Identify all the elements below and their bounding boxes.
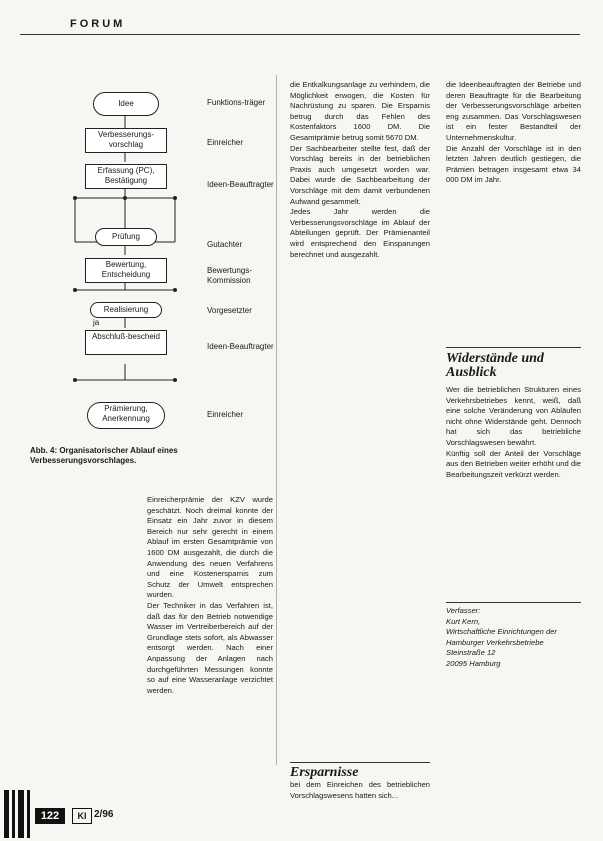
author-org: Wirtschaftliche Einrichtungen der Hamburger Verkehrsbetriebe	[446, 627, 557, 647]
role-ideenbeauftragter-2: Ideen-Beauftragter	[207, 342, 274, 351]
role-bewertungskommission: Bewertungs-Kommission	[207, 266, 252, 285]
figure-caption: Abb. 4: Organisatorischer Ablauf eines Verbesserungsvorschlages.	[30, 446, 178, 465]
text-column-right	[446, 80, 581, 186]
issue-number: 2/96	[94, 809, 114, 820]
subheading-ersparnisse: Ersparnisse	[290, 762, 430, 780]
edge-marks	[4, 790, 34, 838]
text-column-left	[147, 495, 273, 696]
node-abschlussbescheid: Abschluß-bescheid	[85, 330, 167, 355]
author-name: Kurt Kern,	[446, 616, 481, 626]
role-einreicher-2: Einreicher	[207, 410, 244, 419]
subheading-widerstaende: Widerstände und Ausblick	[446, 347, 581, 380]
node-pruefung: Prüfung	[95, 228, 157, 246]
text-column-middle-2: bei dem Einreichen des betrieblichen Vorschlagswesens hatten sich...	[290, 780, 430, 800]
author-city: 20095 Hamburg	[446, 658, 501, 668]
paragraph: Einreicherprämie der KZV wurde geschätzt. Noch dreimal konnte der Einsatz ein Jahr zuvor in diesem Bereich nur sehr gerecht in einem Ablauf im ersten Gesamtprämie von 1600 DM ausgezahlt, die durch die Anwendung des neuen Verfahrens und eine Kostenersparnis zum Schutz der Umwelt entsprechen wurden.	[147, 495, 273, 600]
node-erfassung: Erfassung (PC), Bestätigung	[85, 164, 167, 189]
paragraph: Jedes Jahr werden die Verbesserungsvorschläge im Ablauf der Abteilungen geprüft. Der Prämienanteil wird entsprechend den Einsparungen berechnet und ausgezahlt.	[290, 207, 430, 259]
page-number: 122	[35, 808, 65, 824]
role-einreicher-1: Einreicher	[207, 138, 244, 147]
text-column-right-2	[446, 385, 581, 480]
node-verbesserungsvorschlag: Verbesserungs-vorschlag	[85, 128, 167, 153]
author-block	[446, 602, 581, 670]
section-title: FORUM	[70, 18, 126, 30]
author-label: Verfasser:	[446, 606, 481, 615]
text-column-middle	[290, 80, 430, 260]
header-rule	[20, 34, 580, 35]
role-gutachter: Gutachter	[207, 240, 243, 249]
process-diagram	[65, 80, 275, 440]
role-funktionstraeger: Funktions-träger	[207, 98, 266, 107]
paragraph: die Entkalkungsanlage zu verhindern, die Möglichkeit erwogen, die Kosten für Nachrüstung zu sparen. Die Ersparnis betrug durch das Fehlen des Kostenfaktors 1600 DM. Die Gesamtprämie betrug somit 5670 DM.	[290, 80, 430, 142]
paragraph: Der Sachbearbeiter stellte fest, daß der Vorschlag bereits in der betrieblichen Praxis auch umgesetzt worden war. Dabei wurde die Sachbearbeitung der Vorschläge mit dem damit verbundenen Aufwand gesammelt.	[290, 143, 430, 206]
paragraph: die Ideenbeauftragten der Betriebe und deren Beauftragte für die Bearbeitung der Verbesserungsvorschläge arbeiten eng zusammen. Das Vorschlagswesen ist ein fester Bestandteil der Unternehmenskultur.	[446, 80, 581, 142]
paragraph: Die Anzahl der Vorschläge ist in den letzten Jahren deutlich gestiegen, die Prämien betragen insgesamt etwa 34 000 DM im Jahr.	[446, 143, 581, 185]
magazine-logo: KI	[72, 808, 92, 824]
node-realisierung: Realisierung	[90, 302, 162, 318]
role-ideenbeauftragter-1: Ideen-Beauftragter	[207, 180, 274, 189]
node-praemierung: Prämierung, Anerkennung	[87, 402, 165, 429]
node-idee: Idee	[93, 92, 159, 116]
paragraph: Künftig soll der Anteil der Vorschläge aus den Betrieben weiter erhöht und die Bearbeitungszeit verkürzt werden.	[446, 448, 581, 479]
author-street: Steinstraße 12	[446, 648, 496, 658]
role-vorgesetzter: Vorgesetzter	[207, 306, 252, 315]
label-ja: ja	[93, 318, 100, 327]
paragraph: Wer die betrieblichen Strukturen eines Verkehrsbetriebes kennt, weiß, daß eine solche Veränderung von Abläufen nicht ohne Widerstände geht. Dennoch hat sich das betriebliche Vorschlagswesen bewährt.	[446, 385, 581, 447]
node-bewertung: Bewertung, Entscheidung	[85, 258, 167, 283]
paragraph: Der Techniker in das Verfahren ist, daß das für den Betrieb notwendige Wasser im Vertreiberbereich auf der Grundlage stets sofort, als Abwasser entsorgt werden. Nach einer Anpassung der Anlagen nach durchgeführten Messungen konnte so auf eine Wasseranlage verzichtet werden.	[147, 600, 273, 695]
column-divider	[276, 75, 277, 765]
